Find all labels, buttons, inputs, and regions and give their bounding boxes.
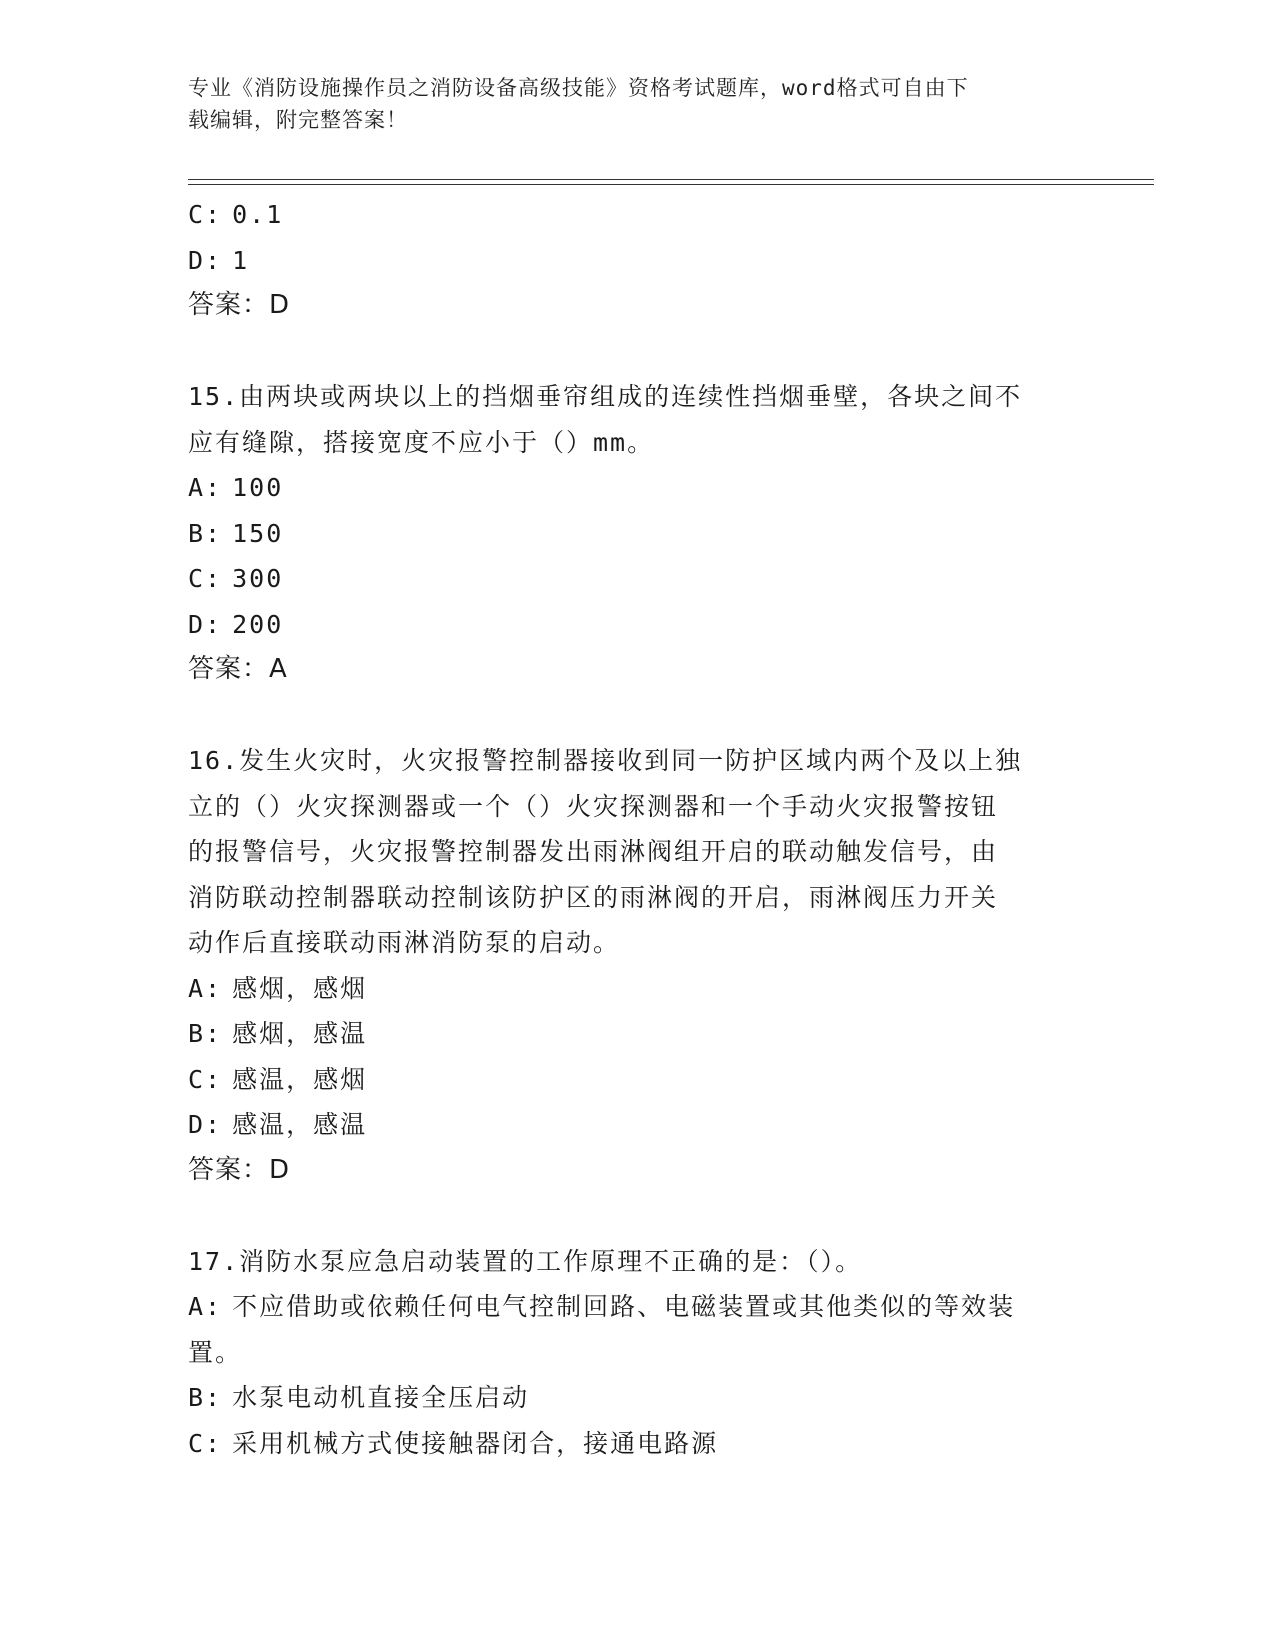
option-text: 1 (232, 245, 250, 275)
option-text: 感温，感温 (232, 1110, 368, 1139)
option-item (188, 1284, 1078, 1375)
option-label: C: (188, 564, 223, 593)
question-stem-line: 17.消防水泵应急启动装置的工作原理不正确的是：（）。 (188, 1246, 863, 1276)
question-stem-line: 15.由两块或两块以上的挡烟垂帘组成的连续性挡烟垂壁，各块之间不 (188, 382, 1023, 411)
header-rule-bottom (188, 184, 1154, 185)
option-item (188, 966, 1078, 1012)
option-item (188, 602, 1078, 648)
option-item (188, 556, 1078, 602)
question-content (188, 192, 1078, 1466)
option-text: 不应借助或依赖任何电气控制回路、电磁装置或其他类似的等效装 置。 (188, 1292, 1016, 1367)
option-label: B: (188, 1383, 223, 1412)
question-stem-line: 应有缝隙，搭接宽度不应小于（）mm。 (188, 427, 655, 457)
option-text: 感温，感烟 (232, 1064, 368, 1094)
answer-line: 答案：D (188, 290, 291, 320)
question-stem-line: 动作后直接联动雨淋消防泵的启动。 (188, 928, 621, 957)
option-text: 感烟，感烟 (232, 973, 368, 1003)
option-label: A: (188, 473, 223, 502)
option-label: C: (188, 1064, 223, 1094)
document-header (188, 72, 1068, 136)
option-text: 150 (232, 518, 284, 548)
option-text: 0.1 (232, 200, 284, 229)
option-item (188, 1057, 1078, 1103)
header-line-2: 载编辑，附完整答案！ (188, 108, 408, 132)
header-rule-top (188, 179, 1154, 180)
option-item (188, 192, 1078, 238)
option-text: 采用机械方式使接触器闭合，接通电路源 (232, 1428, 719, 1458)
option-label: D: (188, 1110, 223, 1139)
option-item (188, 1421, 1078, 1467)
option-label: B: (188, 1019, 223, 1048)
answer-line: 答案：D (188, 1154, 291, 1185)
option-text: 感烟，感温 (232, 1019, 368, 1048)
option-item (188, 465, 1078, 511)
option-item (188, 1011, 1078, 1057)
option-label: B: (188, 518, 223, 548)
option-text: 200 (232, 609, 284, 639)
option-label: A: (188, 1292, 223, 1321)
option-label: D: (188, 245, 223, 275)
option-item (188, 1375, 1078, 1421)
option-label: C: (188, 1428, 223, 1458)
option-item (188, 1102, 1078, 1148)
option-text: 水泵电动机直接全压启动 (232, 1383, 530, 1412)
answer-line: 答案：A (188, 654, 288, 684)
header-line-1: 专业《消防设施操作员之消防设备高级技能》资格考试题库，word格式可自由下 (188, 76, 969, 100)
question-stem-line: 16.发生火灾时，火灾报警控制器接收到同一防护区域内两个及以上独 (188, 746, 1023, 775)
option-label: A: (188, 973, 223, 1003)
option-item (188, 511, 1078, 557)
question-stem-line: 立的（）火灾探测器或一个（）火灾探测器和一个手动火灾报警按钮 (188, 791, 999, 821)
question-stem-line: 消防联动控制器联动控制该防护区的雨淋阀的开启，雨淋阀压力开关 (188, 882, 999, 912)
question-stem-line: 的报警信号，火灾报警控制器发出雨淋阀组开启的联动触发信号，由 (188, 837, 999, 866)
option-label: C: (188, 200, 223, 229)
option-label: D: (188, 609, 223, 639)
option-text: 100 (232, 473, 284, 502)
option-item (188, 238, 1078, 284)
option-text: 300 (232, 564, 284, 593)
